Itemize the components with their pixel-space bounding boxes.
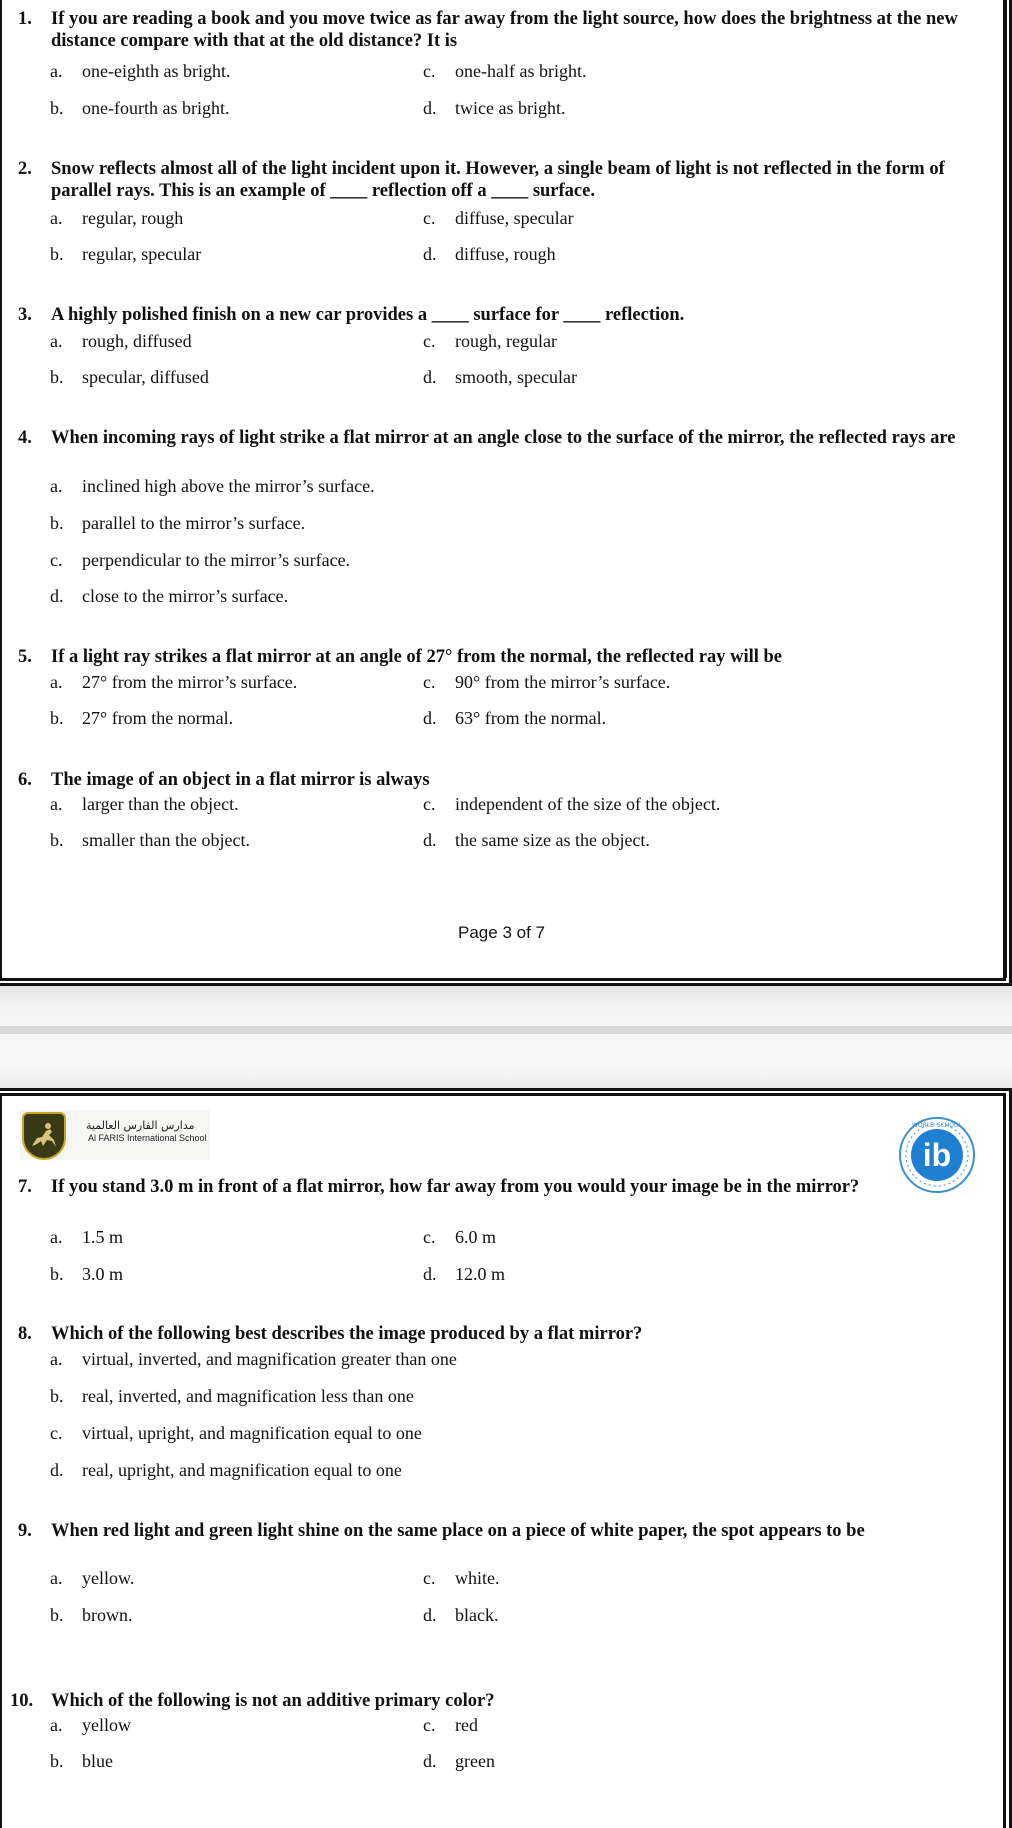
option-10b[interactable]: b. blue: [50, 1751, 113, 1771]
option-6c[interactable]: c. independent of the size of the object.: [423, 794, 721, 814]
question-9: [18, 1520, 982, 1542]
option-8c[interactable]: c. virtual, upright, and magnification equal to one: [50, 1423, 422, 1443]
question-text: The image of an object in a flat mirror is always: [51, 770, 430, 790]
page-gap: [0, 986, 1012, 1088]
ib-glyph: ib: [922, 1137, 952, 1173]
option-5c[interactable]: c. 90° from the mirror’s surface.: [423, 672, 671, 692]
question-2: [18, 158, 982, 202]
question-number: 1.: [18, 9, 32, 29]
school-name-arabic: مدارس الفارس العالمية: [86, 1119, 195, 1132]
question-number: 3.: [18, 305, 32, 325]
option-9d[interactable]: d. black.: [423, 1605, 499, 1625]
question-number: 9.: [18, 1521, 32, 1541]
option-10d[interactable]: d. green: [423, 1751, 495, 1771]
option-8d[interactable]: d. real, upright, and magnification equal to one: [50, 1460, 402, 1480]
option-3d[interactable]: d. smooth, specular: [423, 367, 577, 387]
option-1d[interactable]: d. twice as bright.: [423, 98, 566, 118]
option-2d[interactable]: d. diffuse, rough: [423, 244, 556, 264]
question-number: 4.: [18, 428, 32, 448]
question-text: When incoming rays of light strike a flat mirror at an angle close to the surface of the mirror, the reflected rays are: [51, 428, 956, 448]
option-4a[interactable]: a. inclined high above the mirror’s surface.: [50, 476, 375, 496]
option-2c[interactable]: c. diffuse, specular: [423, 208, 574, 228]
option-7b[interactable]: b. 3.0 m: [50, 1264, 124, 1284]
option-7d[interactable]: d. 12.0 m: [423, 1264, 506, 1284]
question-number: 2.: [18, 159, 32, 179]
option-1c[interactable]: c. one-half as bright.: [423, 61, 587, 81]
option-8b[interactable]: b. real, inverted, and magnification less than one: [50, 1386, 414, 1406]
option-6d[interactable]: d. the same size as the object.: [423, 830, 650, 850]
option-7a[interactable]: a. 1.5 m: [50, 1227, 124, 1247]
option-9c[interactable]: c. white.: [423, 1568, 500, 1588]
option-8a[interactable]: a. virtual, inverted, and magnification greater than one: [50, 1349, 457, 1369]
question-8: [18, 1323, 982, 1345]
option-6a[interactable]: a. larger than the object.: [50, 794, 239, 814]
page-number: Page 3 of 7: [458, 923, 545, 942]
question-5: [18, 646, 982, 668]
option-10c[interactable]: c. red: [423, 1715, 478, 1735]
shield-icon: [22, 1112, 66, 1160]
scroll-divider: [0, 1026, 1012, 1034]
option-3a[interactable]: a. rough, diffused: [50, 331, 192, 351]
question-1: [18, 8, 982, 52]
question-text: Snow reflects almost all of the light incident upon it. However, a single beam of light is not reflected in the form of parallel rays. This is an example of ____ reflection off a ____ surface.: [51, 159, 945, 201]
option-2b[interactable]: b. regular, specular: [50, 244, 202, 264]
question-text: If a light ray strikes a flat mirror at an angle of 27° from the normal, the reflected ray will be: [51, 647, 782, 667]
question-3: [18, 304, 982, 326]
school-logo: [20, 1110, 210, 1160]
question-number: 6.: [18, 770, 32, 790]
option-1a[interactable]: a. one-eighth as bright.: [50, 61, 231, 81]
question-text: Which of the following best describes the image produced by a flat mirror?: [51, 1324, 643, 1344]
option-5d[interactable]: d. 63° from the normal.: [423, 708, 607, 728]
option-4d[interactable]: d. close to the mirror’s surface.: [50, 586, 289, 606]
question-number: 5.: [18, 647, 32, 667]
option-3b[interactable]: b. specular, diffused: [50, 367, 209, 387]
question-text: If you are reading a book and you move twice as far away from the light source, how does the brightness at the new distance compare with that at the old distance? It is: [51, 9, 958, 51]
option-4b[interactable]: b. parallel to the mirror’s surface.: [50, 513, 306, 533]
option-3c[interactable]: c. rough, regular: [423, 331, 557, 351]
question-10: [10, 1690, 982, 1712]
option-5a[interactable]: a. 27° from the mirror’s surface.: [50, 672, 298, 692]
option-9a[interactable]: a. yellow.: [50, 1568, 135, 1588]
page-4: [0, 1088, 1012, 1828]
question-number: 10.: [10, 1691, 34, 1711]
question-text: Which of the following is not an additive primary color?: [51, 1691, 495, 1711]
school-name-english: Al FARIS International School: [88, 1133, 207, 1143]
question-text: If you stand 3.0 m in front of a flat mirror, how far away from you would your image be in the mirror?: [51, 1177, 860, 1197]
option-1b[interactable]: b. one-fourth as bright.: [50, 98, 230, 118]
option-9b[interactable]: b. brown.: [50, 1605, 133, 1625]
question-text: When red light and green light shine on the same place on a piece of white paper, the spot appears to be: [51, 1521, 865, 1541]
question-text: A highly polished finish on a new car provides a ____ surface for ____ reflection.: [51, 305, 685, 325]
question-7: [18, 1176, 982, 1198]
question-number: 8.: [18, 1324, 32, 1344]
question-number: 7.: [18, 1177, 32, 1197]
question-6: [18, 769, 982, 791]
ib-ring-text: WORLD SCHOOL: [912, 1122, 962, 1129]
option-4c[interactable]: c. perpendicular to the mirror’s surface.: [50, 550, 351, 570]
option-7c[interactable]: c. 6.0 m: [423, 1227, 497, 1247]
option-2a[interactable]: a. regular, rough: [50, 208, 184, 228]
option-5b[interactable]: b. 27° from the normal.: [50, 708, 234, 728]
question-4: [18, 427, 982, 449]
option-10a[interactable]: a. yellow: [50, 1715, 131, 1735]
option-6b[interactable]: b. smaller than the object.: [50, 830, 250, 850]
